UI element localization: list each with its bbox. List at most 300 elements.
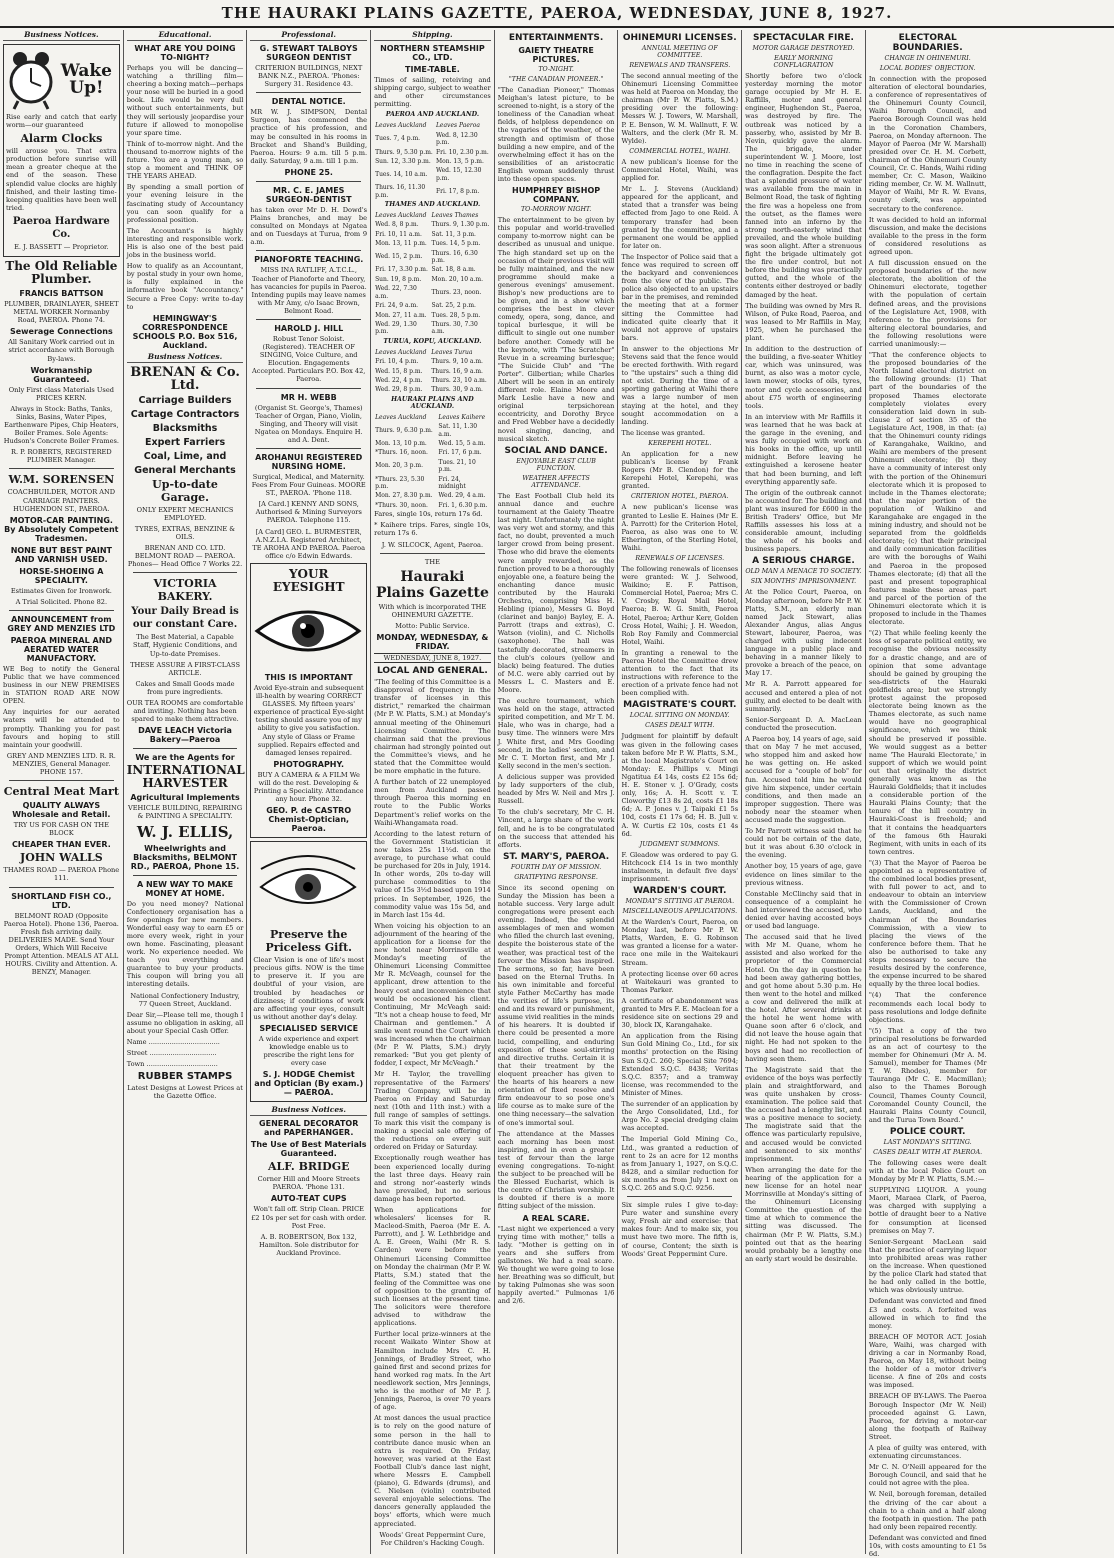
mondays-sub: MONDAY'S SITTING AT PAEROA. [625,898,735,906]
column-heading: Professional. [250,30,367,41]
plumber-desc: PLUMBER, DRAINLAYER, SHEET METAL WORKER Normanby Road, PAEROA. Phone 74. [4,300,119,325]
divider [133,748,238,749]
tonight-sub: TO-NIGHT. [538,66,574,73]
timetable [374,348,491,395]
eastfc-sub: ENJOYABLE EAST CLUB FUNCTION. [516,457,596,472]
oldman-sub: OLD MAN A MENACE TO SOCIETY. [745,568,862,576]
timetable-cell: Tues. 14, 10 a.m. [375,171,428,179]
woods-rhyme: Six simple rules I give to-day: Pure water and sunshine every way, Fresh air and exercise: that makes four: And to make six, you must have two more. The fifth is, of course, Content; the sixth is Woods' Great Peppermint Cure. [621,1201,739,1258]
timetable-cell: Thurs. 16, 9 a.m. [431,367,483,375]
divider [256,319,361,320]
divider [133,875,238,876]
meat-try: TRY US FOR CASH ON THE BLOCK [13,821,109,838]
autoteat-heading: AUTO-TEAT CUPS [270,1194,347,1204]
webb-name: MR H. WEBB [280,392,337,402]
early-sub: EARLY MORNING CONFLAGRATION [773,55,834,69]
publish-days: MONDAY, WEDNESDAY, & FRIDAY. [376,632,489,651]
agents-heading: We are the Agents for [135,753,235,763]
table-row [374,357,491,366]
paragraph: Perhaps you will be dancing—watching a thrilling film—cheering a boxing match—perhaps your nose will be buried in a good book. Life would be very dull without such entertainments, but they will seriously jeopardise your future if allowed to monopolise your spare time. [126,64,244,137]
paragraph: Constable McClinchy said that in consequence of a complaint he had interviewed the accused, who denied ever having accosted boys or used bad language. [745,889,862,931]
timetable-cell: Fri. 17, 3.30 p.m. [375,266,428,274]
mechanics-text: ONLY EXPERT MECHANICS EMPLOYED. [136,505,234,522]
timetable-header: Leaves Turua [431,348,473,356]
gratifying-sub: GRATIFYING RESPONSE. [514,873,598,881]
coupon-town-field[interactable]: Town .................................. [126,1060,218,1069]
paragraph: At the Police Court, Paeroa, on Monday afternoon, before Mr P. W. Platts, S.M., an elderly man named Jack Stewart, alias Alexander Angus, alias Angus Stewart, labourer, Paeroa, was charged with using indecent language in a public place and behaving in a manner likely to provoke a breach of the peace, on May 17. [745,588,862,678]
burmester-card: [A Card] GEO. L. BURMESTER, A.N.Z.I.A. Registered Architect, TE AROHA AND PAEROA. Paeroa office c/o Edwin Edwards. [252,527,366,560]
coupon-street-field[interactable]: Street ................................ [126,1049,217,1058]
table-row [374,166,491,183]
paragraph: In granting a renewal to the Paeroa Hotel the Committee drew attention to the fact that its instructions with reference to the erection of a private fence had not been complied with. [621,648,739,698]
fire-heading: SPECTACULAR FIRE. [753,33,854,43]
important-heading: THIS IS IMPORTANT [264,672,353,682]
paragraph: The origin of the outbreak cannot be accounted for. The building and plant was insured for £600 in the British Traders' Office, but Mr Raffills assesses his loss at a considerable amount, including the whole of his books and business papers. [745,488,862,554]
bishop-heading: HUMPHREY BISHOP COMPANY. [512,186,601,205]
ad-preserve [250,841,367,1102]
brenan-services [127,395,244,476]
paragraph: Mr R. A. Parrott appeared for accused and entered a plea of not guilty, and elected to be dealt with summarily. [745,680,862,713]
workmanship-heading: Workmanship Guaranteed. [30,365,93,384]
paragraph: "That the conference objects to the proposed boundaries of the North Island electoral district on the following grounds: (1) That part of the boundaries of the proposed Thames electorate completely violates every consideration laid down in sub-clause 2 of section 35 of the Legislature Act, 1908, in that: (a) that the Ohinemuri county ridings of Karangahake, Waikino, and Waihi are members of the present Ohinemuri electorate; (b) they have a community of interest only with the portion of the Ohinemuri electorate which it is proposed to include in the Thames electorate; that the major portion of the population of Waikino and Karangahake are engaged in the mining industry, and should not be separated from the goldfields electorate; (c) that their principal and daily communication facilities are with the boroughs of Waihi and Paeroa in the proposed Thames electorate; (d) that all the past and present topographical features make these areas part and parcel of the portion of the Ohinemuri electorate which it is proposed to include in the Thames electorate. [868,351,987,627]
paragraph: A plea of guilty was entered, with extenuating circumstances. [868,1444,987,1461]
police-heading: POLICE COURT. [889,1126,966,1137]
service-line: Carriage Builders [138,394,232,406]
paragraph: To Mr Parrott witness said that he could not be certain of the date, but it was about 6.30 o'clock in the evening. [745,827,862,860]
paragraph: The Accountant's is highly interesting and responsible work. His is also one of the best paid jobs in the business world. [126,226,244,260]
timetable [374,211,491,337]
paragraph: The surrender of an application by the Argo Consolidated, Ltd., for Argo No. 2 special dredging claim was accepted. [621,1100,739,1133]
timetable-cell: Wed. 29, 1.30 p.m. [375,320,417,336]
renewlic-sub: RENEWALS OF LICENSES. [635,554,725,562]
ellis-desc: Wheelwrights and Blacksmiths, BELMONT RD., PAEROA, Phone 15. [130,843,240,871]
timetable-cell: Wed. 15, 2 p.m. [375,253,423,261]
agent-sig: J. W. SILCOCK, Agent, Paeroa. [381,540,484,549]
pioneer-text: "The Canadian Pioneer," Thomas Meighan's latest picture, to be screened to-night, is a story of the loneliness of the Canadian wheat fields, of helpless dependence on the vagaries of the weather, of the strength and optimism of those building a new empire, and of the overwhelming effect it has on the sensibilities of an aristocratic English woman suddenly thrust into these open spaces. [497,86,615,184]
paragraph: "(2) That while feeling keenly the loss of separate political entity, we recognise the obvious necessity for a drastic change, and are of opinion that some advantage should be gained by grouping the sea-districts of the Hauraki goldfields area; but we strongly protest against the proposed electorate being known as the Thames electorate, as such name would have no geographical significance, which we think should be preserved if possible. We would suggest as a better name 'The Hauraki Electorate,' in support of which we would point out that originally the district generally was known as the Hauraki Goldfields; that it includes a considerable portion of the Hauraki Plains County; that the tenure of the hill country in Hauraki-Coast is freehold; and that it contains the headquarters of the famous 6th Hauraki Regiment, with units in each of its town centres. [868,629,987,856]
table-row [374,239,491,248]
scare-text: "Last night we experienced a very trying time with mother," tells a lady. "Mother is getting on in years and she suffers from gallstones. We had a real scare. We thought we were going to lose her. Breathing was so difficult, but by taking Pulmonas she was soon happily averted." Pulmonas 1/6 and 2/6. [497,1224,615,1306]
divider [256,388,361,389]
photography-heading: PHOTOGRAPHY. [273,759,345,769]
route-title: TURUA, KOPU, AUCKLAND. [383,337,482,345]
timetable-header: Leaves Auckland [375,413,427,421]
paragraph: A full discussion ensued on the proposed boundaries of the new electorate, the abolition of the Ohinemuri electorate, together with the population of certain defined areas, and the provisions of the Legislature Act, 1908, with reference to the provisions for altering electoral boundaries, and the following resolutions were carried unanimously:— [868,259,987,348]
table-row [374,448,491,457]
lastmon-sub: LAST MONDAY'S SITTING. [883,1138,972,1146]
route-fares: Fares, single 10s, return 17s 6d. [374,510,483,519]
timetable-cell: Fri. 17, 8 p.m. [435,187,480,195]
issue-date: WEDNESDAY, JUNE 8, 1927. [374,653,491,663]
electoral-heading: ELECTORAL BOUNDARIES. [892,33,963,53]
motto-text: Motto: Public Service. [395,621,470,630]
james-name: MR. C. E. JAMES SURGEON-DENTIST [265,185,352,204]
tyres-text: TYRES, EXTRAS, BENZINE & OILS. [134,524,236,541]
tonight-question: WHAT ARE YOU DOING TO-NIGHT? [134,44,236,62]
autoteat-text: Won't fall off. Strip Clean. PRICE £2 10s per set for cash with order. Post Free. [251,1205,367,1230]
change-sub: CHANGE IN OHINEMURI. [884,55,971,62]
table-row [374,501,491,510]
estimates-notice: Estimates Given for Ironwork. [10,586,112,595]
eye-text: Avoid Eye-strain and subsequent ill-health by wearing CORRECT GLASSES. My fifteen years' experience of practical Eye-sight testing should assure you of my ability to give you satisfaction. Any style of Glass or Frame supplied. Repairs effected and damaged lenses repaired. [253,683,364,757]
police-body [869,1159,987,1558]
confectionery-address: National Confectionery Industry, 77 Queen Street, Auckland. [130,991,240,1008]
eyesight-headline: YOUR EYESIGHT [272,566,345,594]
divider [133,572,238,573]
motorcar-painting: MOTOR-CAR PAINTING. By Absolutely Competent Tradesmen. [4,515,119,543]
money-text: Do you need money? National Confectionery organisation has a few openings for new members. Wonderful easy way to earn £5 or more every week, right in your own home. Fascinating, pleasant work. No experience needed. We teach you everything and guarantee to buy your products. This coupon will bring you all interesting details. [126,899,244,989]
objection-sub: LOCAL BODIES' OBJECTION. [879,65,976,72]
paragraph: A new publican's license for the Commercial Hotel, Waihi, was applied for. [621,157,739,183]
robertson-sig: A. B. ROBERTSON, Box 132, Hamilton. Sole distributor for Auckland Province. [259,1232,359,1257]
kaihere-note: * Kaihere trips. Fares, single 10s, return 17s 6. [374,521,491,538]
sorensen-name: W.M. SORENSEN [8,473,115,487]
column-entertainments [495,30,619,1554]
mineral-water-heading: PAEROA MINERAL AND AERATED WATER MANUFACTORY. [10,635,113,663]
divider [9,468,114,469]
alarm-clocks-title: Alarm Clocks [20,132,103,146]
dental-text: MR W. J. SIMPSON, Dental Surgeon, has commenced the practice of his profession, and may be consulted in his rooms in Bracket and Shand's Building, Paeroa. Hours: 9 a.m. till 5 p.m. daily. Saturday, 9 a.m. till 1 p.m. [250,108,368,165]
stmarys-text-2: The attendance at the Masses each morning has been most inspiring, and in even a greater test of fervour than the large evening congregations. To-night the subject to be preached will be the Blessed Eucharist, which is the centre of Christian worship. It is doubted if there is a more fitting subject of the mission. [497,1129,615,1211]
materials-heading: The Use of Best Materials Guaranteed. [250,1140,367,1159]
route-title: THAMES AND AUCKLAND. [384,201,481,209]
preserve-headline: Preserve the Priceless Gift. [265,928,352,955]
paragraph: The license was granted. [621,428,705,437]
cheaper-notice: CHEAPER THAN EVER. [11,840,111,850]
horseshoe-notice: HORSE-SHOEING A SPECIALITY. [19,566,104,585]
paragraph: BREACH OF BY-LAWS. The Paeroa Borough Inspector (Mr W. Neil) proceeded against G. Lawn, Paeroa, for driving a motor-car along the footpath of Railway Street. [868,1392,987,1441]
divider [256,448,361,449]
paragraph: The second annual meeting of the Ohinemuri Licensing Committee was held at Paeroa on Monday, the chairman (Mr P. W. Platts, S.M.) presiding over the following: Messrs W. J. Towers, W. Marshall, P. E. Benson, W. M. Wallnutt, F. W. Walters, and the clerk (Mr R. M. Wylde). [621,72,739,145]
motor-sub: MOTOR GARAGE DESTROYED. [752,45,855,52]
timetable-cell: Fri. 10, 4 p.m. [375,358,419,366]
six-months-sub: SIX MONTHS' IMPRISONMENT. [750,578,857,586]
section-heading: Business Notices. [127,352,244,363]
trial-notice: A Trial Solicited. Phone 82. [15,597,108,606]
table-row [374,148,491,157]
social-text-2: The euchre tournament, which was held on the stage, attracted spirited competition, and Mr T. M. Hale, who was in charge, had a busy time. The winners were Mrs J. White first, and Mrs Gooding second, in the ladies' section, and Mr C. T. Morton first, and Mr J. Kelly second in the men's section. [497,697,615,770]
table-row [374,301,491,310]
piano-text: MISS INA RATLIFF, A.T.C.L., Teacher of Pianoforte and Theory, has vacancies for pupils in Paeroa. Intending pupils may leave names with Mr Amy, c/o Isaac Brown, Belmont Road. [250,266,367,315]
gazette-logo: Hauraki Plains Gazette [375,568,489,601]
preserve-text: Clear Vision is one of life's most precious gifts. NOW is the time to preserve it. If you are doubtful of your vision, are troubled by headaches or dizziness; if conditions of work are affecting your eyes, consult us without another day's delay. [253,956,365,1021]
table-row [374,220,491,229]
magistrate-heading: MAGISTRATE'S COURT. [623,700,737,711]
walls-address: THAMES ROAD — PAEROA Phone 111. [3,866,120,883]
fish-company: SHORTLAND FISH CO., LTD. [11,891,112,910]
fish-desc: BELMONT ROAD (Opposite Paeroa Hotel). Phone 136, Paeroa. Fresh fish arriving daily. DELIVERIES MADE. Send Your Orders, Which Will Receive Prompt Attention. MEALS AT ALL HOURS. Civility and Attention. A. BENZY, Manager. [3,911,119,977]
cases-sub: CASES DEALT WITH. [645,722,715,730]
hill-name: HAROLD J. HILL [274,323,344,333]
paragraph: A new publican's license was granted to Leslie E. Haines (Mr E. A. Parrott) for the Criterion Hotel, Paeroa, as also was one to W. Etherington, of the Sterling Hotel, Waihi. [621,503,739,552]
column-heading: Business Notices. [3,30,120,41]
wake-text: Rise early and catch that early worm—our guaranteed [6,113,117,130]
timetable-cell: Tues. 28, 5 p.m. [431,311,481,319]
timetable-cell: Wed. 29, 8 p.m. [375,386,423,394]
paragraph: A further batch of 22 unemployed men from Auckland passed through Paeroa this morning en route to the Public Works Department's relief works on the Waihi-Whangamata road. [374,778,491,827]
roberts-sig: R. P. ROBERTS, REGISTERED PLUMBER Manager. [11,448,112,465]
timetable-cell: Thurs. 9, 10 a.m. [431,358,483,366]
weather-sub: WEATHER AFFECTS ATTENDANCE. [522,474,590,489]
timetable-cell: Thurs. 16, 11.30 p.m. [375,184,426,199]
social-text: The East Football Club held its annual dance and euchre tournament at the Gaiety Theatre last night. Unfortunately the night was very wet and stormy, and this fact, no doubt, prevented a much larger crowd from being present. Those who did brave the elements were amply rewarded, as the function proved to be a thoroughly enjoyable one, a feature being the enchanting dance music contributed by the Hauraki Orchestra, comprising Miss H. Hebling (piano), Messrs G. Boyd (clarinet and banjo) Bayley, E. A. Parrott (traps and extras), C. Watson (violin), and C. Nicholls (saxophone). The hall was tastefully decorated, streamers in the club's colours (yellow and black) being featured. The duties of M.C. were ably carried out by Messrs L. C. Masters and E. Moore. [497,491,615,694]
paragraph: At most dances the usual practice is to rely on the good nature of some person in the hall to contribute dance music when an extra is required. On Friday, however, was varied at the East Football Club's dance last night, where Messrs E. Campbell (piano), G. Edwards (drums), and C. Nielsen (violin) contributed several enjoyable selections. The dancers generally applauded the boys' efforts, which were much appreciated. [374,1414,491,1528]
column-professional [247,30,371,1554]
stmarys-text: Since its second opening on Sunday the Mission has been a notable success. Very large adult congregations were present each evening. Indeed, the splendid assemblages of men and women who filled the church last evening, despite the boisterous state of the weather, was practical test of the fervour the Mission has inspired. The sermons, so far, have been based on the Eternal Truths. In his own inimitable and forceful style Father McCarthy has made the verities of life's purpose, its end and its reward or punishment, assume vivid realities in the minds of his hearers. It is doubted if there could be presented a more lucid, compelling, and enduring exposition of these soul-stirring and directive truths. Certain it is that their treatment by the eloquent preacher has given to the hearts of his hearers a new orientation of fixed resolve and firm endeavour to so pose one's life course as to make sure of the one thing necessary—the salvation of one's immortal soul. [497,883,615,1127]
social-text-3: A delicious supper was provided by lady supporters of the club, headed by Mrs W. Neil and Mrs J. Russell. [497,772,615,806]
local-general-body [374,678,491,1528]
paragraph: Judgment for plaintiff by default was given in the following cases taken before Mr P. W. Platts, S.M., at the local Magistrate's Court on Monday: E. Phillips v. Mingi Ngatitua £4 14s, costs £2 15s 6d; H. E. Stoner v. J. O'Grady, costs only, 16s; A. H. Scott v. T. Cloworthy £13 8s 2d, costs £1 18s 6d; A. P. Jones v. J. Taipaki £1 5s 10d, costs £1 17s 6d; H. B. Jull v. A. W. Curtis £2 10s, costs £1 4s 6d. [621,732,739,838]
timetable-cell: Thurs. 23, 10 a.m. [431,376,487,384]
timetable-header: Leaves Thames [431,212,479,220]
hemingway-address: HEMINGWAY'S CORRESPONDENCE SCHOOLS P.O. Box 516, Auckland. [132,313,238,350]
timetable-routes [374,111,491,510]
walls-name: JOHN WALLS [20,851,103,865]
table-row [374,385,491,394]
inquiries-text: Any inquiries for our aerated waters will be attended to promptly. Thanking you for past favours and hoping to still maintain your goodwill. [3,708,120,749]
local-general-heading: LOCAL AND GENERAL. [376,666,488,677]
paragraph: "(5) That a copy of the two principal resolutions be forwarded as an act of courtesy to the member for Ohinemuri (Mr A. M. Samuel), member for Thames (Mr T. W. Rhodes), member for Tauranga (Mr C. E. Macmillan); also to the Thames Borough Council, Thames County Council, Coromandel County Council, the Hauraki Plains County Council, and the Turua Town Board." [868,1026,987,1124]
entertainments-heading: ENTERTAINMENTS. [508,33,604,43]
timetable-cell: Mon. 27, 11 a.m. [375,311,427,319]
paragraph: Exceptionally rough weather has been experienced locally during the last three days. Heavy rain and strong nor'-easterly winds have prevailed, but no serious damage has been reported. [374,1154,491,1203]
table-row [374,458,491,475]
alarm-text: will arouse you. That extra production before sunrise will mean a greater cheque at the end of the season. These splendid value clocks are highly finished, and their lasting time-keeping qualities have been well tried. [6,147,117,212]
paragraph: Defendant was convicted and fined 10s, with costs amounting to £1 5s 6d. [868,1533,987,1558]
paragraph: Mr L. J. Stevens (Auckland) appeared for the applicant, and stated that a transfer was being effected from Jago to one Reid. A temporary transfer had been granted by the committee, and a permanent one would be applied for later on. [621,185,739,250]
decorator-heading: GENERAL DECORATOR and PAPERHANGER. [259,1119,359,1138]
column-electoral [866,30,990,1558]
annual-sub: ANNUAL MEETING OF COMMITTEE. [641,45,718,59]
column-educational [124,30,248,1554]
timetable-cell: Fri. 10, 11 a.m. [375,230,422,238]
scare-heading: A REAL SCARE. [522,1213,590,1223]
timetable-cell: Wed. 8, 8 p.m. [375,221,419,229]
paragraph: The accused said that he lived with Mr M. Quane, whom he assisted and also worked for the proprietor of the Commercial Hotel. On the day in question he had been away gathering bottles, and got home about 5.30 p.m. He then went to the hotel and milked a cow and delivered the milk at the hotel. After several drinks at the hotel he went home with Quane soon after 6 o'clock, and did not leave the house again that night. He had not spoken to the boys and had no recollection of having seen them. [745,933,862,1063]
service-line: Cartage Contractors [130,408,240,420]
bridge-address: Corner Hill and Moore Streets PAEROA. 'Phone 131. [257,1175,360,1192]
timetable-cell: Mon. 27, 8.30 p.m. [375,492,433,500]
divider [380,553,485,554]
phone-25: PHONE 25. [284,167,333,177]
service-line: Blacksmiths [152,422,218,434]
paragraph: How to qualify as an Accountant, by postal study in your own home, is fully explained in the informative book "Accountancy." Secure a Free Copy: write to-day to [126,262,244,311]
stock-text: Always in Stock: Baths, Tanks, Sinks, Basins, Water Pipes, Earthenware Pipes, Chip Heaters, Boiler Frames. Sole Agents: Hudson's Concrete Boiler Frames. [3,404,119,446]
sewerage-text: All Sanitary Work carried out in strict accordance with Borough By-laws. [8,338,115,363]
magistrate-text: The Magistrate said that the evidence of the boys was perfectly plain and straightforward, and was quite unshaken by cross-examination. The police said that the accused had a lengthy list, and was a positive menace to society. The magistrate said that the offence was particularly repulsive, and accused would be convicted and sentenced to six months' imprisonment. [745,1065,862,1163]
meat-mart-name: Central Meat Mart [3,785,119,799]
timetable-cell: Thurs. 16, 6.30 p.m. [431,249,478,265]
ad-eyesight [250,563,367,838]
timetable-cell: Mon. 20, 3 p.m. [375,462,424,470]
announcement-heading: ANNOUNCEMENT from GREY AND MENZIES LTD [7,614,116,633]
grey-signature: GREY AND MENZIES LTD. R. R. MENZIES, General Manager. PHONE 157. [6,751,116,777]
table-row [374,275,491,284]
table-row [374,422,491,439]
stmarys-heading: ST. MARY'S, PAEROA. [502,851,610,862]
commercial-sub: COMMERCIAL HOTEL, WAIHI. [629,147,731,155]
talboys-address: CRITERION BUILDINGS, NEXT BANK N.Z., PAEROA. 'Phones: Surgery 31. Residence 43. [255,64,363,89]
steamship-company: NORTHERN STEAMSHIP CO., LTD. [380,44,485,62]
paragraph: In addition to the destruction of the building, a five-seater Whitley car, which was uninsured, was burnt, as also was a motor cycle, lawn mower, stocks of oils, tyres, motor and cycle accessories, and about £75 worth of engineering tools. [745,345,862,410]
timetable-cell: Tues. 14, 5 p.m. [431,240,481,248]
timetable-cell: *Thurs. 16, noon. [375,449,428,457]
plumber-headline: The Old Reliable Plumber. [5,259,118,287]
paragraph: A Paeroa boy, 14 years of age, said that on May 7 he met accused, who stopped him and asked how he was getting on. He asked accused for a "couple of bob" for fun. Accused told him he would give him sixpence, under certain conditions, and then made an improper suggestion. There was nobody near the steamer when accused made the suggestion. [745,735,862,824]
serious-body [745,588,862,1062]
hardware-proprietor: E. J. BASSETT — Proprietor. [14,242,109,251]
bread-slogan: Your Daily Bread is our constant Care. [131,606,239,631]
paragraph: BREACH OF MOTOR ACT. Josiah Ware, Waihi, was charged with driving a car in Normanby Road, Paeroa, on May 18, without being the holder of a motor driver's license. A fine of 20s and costs was imposed. [868,1332,987,1390]
misc-sub: MISCELLANEOUS APPLICATIONS. [622,908,738,916]
woods-ad: Woods' Great Peppermint Cure, For Children's Hacking Cough. [379,1530,486,1547]
timetable-cell: Tues. 7, 4 p.m. [375,135,421,143]
paragraph: In an interview with Mr Raffills it was learned that he was back at the garage in the evening, and was fully occupied with work on his books in the office, up until midnight. Before leaving he extinguished a kerosene heater that had been burning, and left everything apparently safe. [745,412,862,486]
timetable [374,413,491,510]
timetable-cell: Mon. 13, 10 p.m. [375,439,427,447]
local-sitting-sub: LOCAL SITTING ON MONDAY. [629,712,730,720]
sewerage-heading: Sewerage Connections [9,327,113,337]
timetable-cell: Wed. 8, 12.30 p.m. [435,131,478,147]
column-shipping [371,30,495,1554]
timetable-cell: Thurs. 9, 1.30 p.m. [431,221,490,229]
dental-notice-heading: DENTAL NOTICE. [271,97,346,107]
bridge-name: ALF. BRIDGE [267,1160,350,1174]
timetable-cell: Sun. 12, 3.30 p.m. [375,158,431,165]
divider [256,250,361,251]
renewals-sub: RENEWALS AND TRANSFERS. [629,62,731,69]
paragraph: The following renewals of licenses were granted: W. J. Selwood, Waikino; E. F. Pattison, Commercial Hotel, Paeroa; Mrs C. V. Crosby, Royal Mail Hotel, Paeroa; B. W. G. Smith, Paeroa Hotel, Paeroa; Arthur Kerr, Golden Cross Hotel, Waihi; J. H. Weedon, Rob Roy Family and Commercial Hotel, Waihi. [621,564,739,646]
wake-up-headline: Wake Up! [60,61,112,98]
table-row [374,367,491,376]
james-text: has taken over Mr D. H. Dowd's Plains branches, and may be consulted on Mondays at Ngatea and on Tuesdays at Turua, from 9 a.m. [250,205,368,247]
route-title: HAURAKI PLAINS AND AUCKLAND. [391,395,474,410]
timetable-cell: Sat. 11, 3 p.m. [431,230,476,238]
rubber-stamps-text: Latest Designs at Lowest Prices at the Gazette Office. [127,1084,243,1101]
wardens-heading: WARDEN'S COURT. [633,886,727,897]
divider [9,610,114,611]
timetable-cell: *Thurs. 23, 5.30 p.m. [375,475,425,490]
service-line: General Merchants [134,464,236,476]
timetable-header: Leaves Paeroa [435,122,480,130]
paragraph: Defendant was convicted and fined £3 and costs. A forfeited was allowed in which to find the money. [868,1297,987,1330]
castro-sig: GEO. P. de CASTRO Chemist-Optician, Paeroa. [266,806,352,834]
table-row [374,230,491,239]
gaiety-heading: GAIETY THEATRE PICTURES. [518,46,594,64]
paragraph: "(4) That the conference recommends each local body to pass resolutions and lodge definite objections. [868,991,987,1024]
paragraph: Think of to-morrow night. And the thousand to-morrow nights of the future. You are a young man, so stop a moment and THINK OF THE YEARS AHEAD. [126,139,244,181]
implements-heading: Agricultural Implements [130,793,240,803]
timetable-cell: Fri. 17, 6 p.m. [438,449,482,457]
paragraph: The building was owned by Mrs R. Wilson, of Puke Road, Paeroa, and was leased to Mr Raffills in May, 1925, when he purchased the plant. [745,301,862,342]
piano-heading: PIANOFORTE TEACHING. [254,255,364,265]
coupon-text: Dear Sir,—Please tell me, though I assume no obligation in asking, all about your Special Cash Offer. [126,1010,244,1035]
the-label: THE [424,557,440,566]
paragraph: Mr C. N. O'Neill appeared for the Borough Council, and said that he could not agree with the plea. [868,1463,987,1488]
eye-icon [253,599,363,663]
ellis-name: W. J. ELLIS, [136,822,234,841]
table-row [374,265,491,274]
paragraph: At the Warden's Court, Paeroa, on Monday last, before Mr P. W. Platts, Warden, E. G. Robinson was granted a license for a water-race one mile in the Waitekauri Stream. [621,918,739,967]
webb-text: (Organist St. George's, Thames) Teacher of Organ, Piano, Violin, Singing, and Theory will visit Ngatea on Mondays. Enquire H. and A. Dent. [254,403,363,444]
paragraph: Senior-Sergeant D. A. MacLean conducted the prosecution. [745,715,862,732]
cakes-text: Cakes and Small Goods made from pure ingredients. [135,679,235,696]
timetable-note: Times of sailing, reteiving and shipping cargo, subject to weather and other circumstances permitting. [374,76,491,109]
timetable-cell: Thurs. 23, noon. [431,288,482,296]
table-row [374,157,491,166]
harvester-name: INTERNATIONAL HARVESTER [126,763,245,791]
table-row [374,284,491,301]
paragraph: The Inspector of Police said that a fence was required to screen off the backyard and conveniences from the view of the public. The police also objected to an upstairs bar in the premises, and reminded the meeting that at a former sitting the Committee had indicated quite clearly that it would not approve of upstairs bars. [621,252,739,342]
bakery-name: VICTORIA BAKERY. [153,577,217,604]
paragraph: F. Gleadow was ordered to pay G. Hitchcock £14 1s in two monthly instalments, in default five days' imprisonment. [621,850,739,883]
bishop-text: The entertainment to be given by this popular and world-travelled company to-morrow night can be described as unusual and unique. The high standard set up on the occasion of their previous visit will be fully maintained, and the new programme should make a generous evenings' amusement. Bishop's new productions are to be given, and in a show which comprises the best in clever comedy, opera, song, dance, and topical burlesque, it will be difficult to single out one number before another. Comedy will be the keynote, with "The Scratcher" Revue in a screaming burlesque; "The Suicide Club" and "The Porter". Gilbertian; while Charles Albert will be seen in an entirely different role. Elaine Moore and Mark Leslie have a new and original terpsichorean eccentricity, and Dorothy Bryce and Fred Webber have a decidedly novel singing, dancing, and musical sketch. [497,216,615,443]
service-line: Coal, Lime, and [143,450,227,462]
arohanui-name: AROHANUI REGISTERED NURSING HOME. [255,453,363,471]
divider [627,1196,732,1197]
pioneer-title: "THE CANADIAN PIONEER." [508,76,604,83]
timetable-cell: Fri. 24, 9 a.m. [375,302,419,310]
timetable-cell: Wed. 22, 7.30 a.m. [375,285,417,300]
table-row [374,475,491,492]
paragraph: According to the latest return of the Government Statistician it now takes 25s 11½d. on the average, to purchase what could be purchased for 20s in July, 1914. In other words, 20s to-day will purchase commodities to the value of 15s 3½d based upon 1914 prices. In September, 1926, the commodity value was 15s 5d, and in March last 15s 4d. [374,829,491,919]
tea-rooms-text: OUR TEA ROOMS are comfortable and inviting. Nothing has been spared to make them attractive. [126,699,244,724]
notify-text: WE Beg to notify the General Public that we have commenced business in our NEW PREMISES in STATION ROAD ARE NOW OPEN. [3,664,120,706]
timetable-cell: Sun. 19, 8 p.m. [375,275,422,283]
timetable-cell: Fri. 10, 2.30 p.m. [435,148,489,156]
plumber-name: FRANCIS BATTSON [19,289,104,299]
hodge-sig: S. J. HODGE Chemist and Optician (By exam.) — PAEROA. [254,1070,364,1098]
meat-quality: QUALITY ALWAYS Wholesale and Retail. [12,801,111,820]
incorporated-text: With which is incorporated THE OHINEMURI GAZETTE. [378,602,487,619]
assure-text: THESE ASSURE A FIRST-CLASS ARTICLE. [130,660,240,677]
workmanship-text: Only First class Materials Used PRICES KERN. [8,385,114,402]
newway-heading: A NEW WAY TO MAKE MONEY AT HOME. [136,879,234,898]
timetable-cell: Thurs. 9, 6.30 p.m. [375,426,433,434]
table-row [374,491,491,500]
paragraph: By spending a small portion of your evening leisure in the fascinating study of Accountancy you can soon qualify for a professional position. [126,183,244,224]
timetable-cell: *Thurs. 30, noon. [375,501,428,509]
timetable-cell: Thurs. 30, 9 a.m. [431,386,483,394]
table-row [374,376,491,385]
paragraph: Shortly before two o'clock yesterday morning the motor garage occupied by Mr H. E. Raffills, motor and general engineer, Hughendon St., Paeroa, was destroyed by fire. The outbreak was noticed by a passerby, who, assisted by Mr B. Nevin, quickly gave the alarm. The brigade, under superintendent W. J. Moore, lost no time in reaching the scene of the conflagration. Despite the fact that a splendid pressure of water was available from the main in Belmont Road, the task of fighting the fire was a hopeless one from the outset, as the flames were fanned into an inferno by the strong north-easterly wind that prevailed, and the whole building was soon alight. After a strenuous fight the brigade ultimately got the fire under control, but not before the building was practically gutted, and the whole of the contents either destroyed or badly damaged by the heat. [745,72,862,299]
paragraph: In connection with the proposed alteration of electoral boundaries, a conference of representatives of the Ohinemuri County Council, Waihi Borough Council, and Paeroa Borough Council was held in the Coronation Chambers, Paeroa, on Monday afternoon. The Mayor of Paeroa (Mr W. Marshall) presided over Cr. H. M. Corbett, chairman of the Ohinemuri County Council, Cr. C. Hands, Waihi riding member, Cr. C. Mason, Waikino riding member, Cr. W. M. Wallnutt, Mayor of Waihi, Mr R. W. Evans, county clerk, was appointed secretary to the conference. [868,75,987,213]
eye-illustration-icon [253,847,363,919]
paragraph: It was decided to hold an informal discussion, and make the decisions available to the press in the form of considered resolutions as agreed upon. [868,215,987,256]
timetable-cell: Mon. 13, 5 p.m. [435,158,484,165]
timetable-cell: Wed. 29, 4 a.m. [438,492,486,500]
timetable-cell: Sat. 18, 8 a.m. [431,266,476,274]
coupon-name-field[interactable]: Name .................................. [126,1038,220,1046]
table-row [374,320,491,337]
tomorrow-sub: TO-MORROW NIGHT. [520,206,592,214]
timetable-cell: Mon. 20, 10 a.m. [431,275,484,283]
timetable-header: Leaves Auckland [375,122,427,130]
paragraph: The following cases were dealt with at the local Police Court on Monday by Mr P. W. Platts, S.M.:— [868,1158,987,1184]
specialised-heading: SPECIALISED SERVICE [259,1023,359,1033]
paragraph: Mr H. Taylor, the travelling representative of the Farmers' Trading Company, will be in Paeroa on Friday and Saturday next (10th and 11th inst.) with a full range of samples of settings. To mark this visit the company is making a special sale offering of the reductions on every suit ordered on Friday or Saturday. [374,1070,491,1152]
electoral-body [869,75,987,1124]
timetable-cell: Sat. 11, 1.30 a.m. [438,423,478,438]
ad-alarm-clocks [3,44,120,257]
timetable-header: Leaves Auckland [375,212,427,220]
table-row [374,249,491,266]
alarm-clock-icon [6,49,56,111]
timetable-cell: Sat. 25, 2 p.m. [431,302,476,310]
table-row [374,439,491,448]
social-heading: SOCIAL AND DANCE. [504,445,608,456]
paragraph: Another boy, 15 years of age, gave evidence on lines similar to the previous witness. [745,862,862,887]
